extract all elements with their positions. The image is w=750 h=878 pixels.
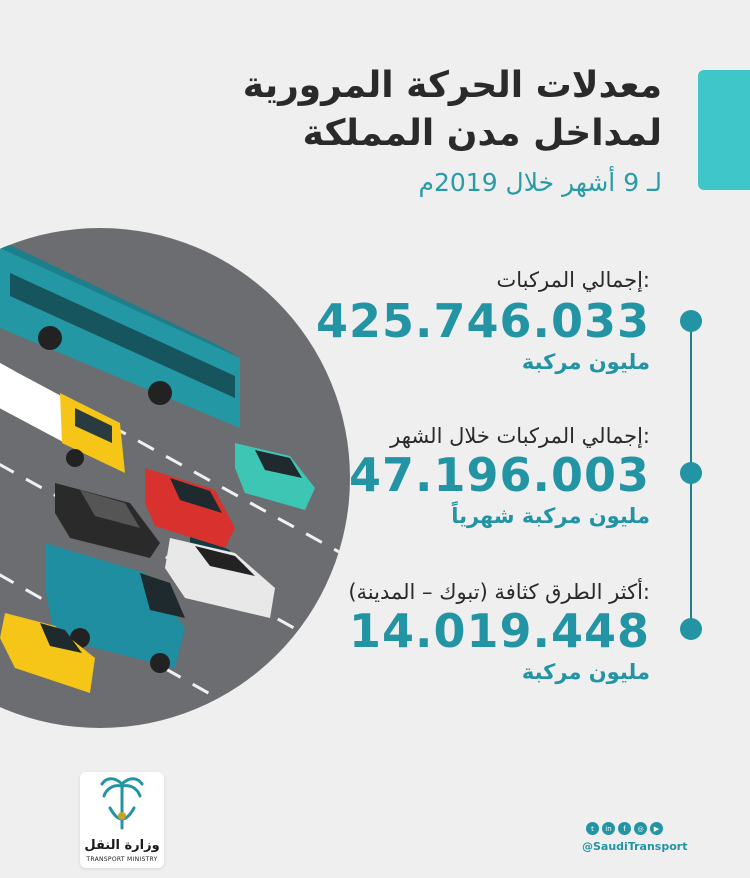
ministry-name-english: TRANSPORT MINISTRY	[86, 856, 158, 863]
stat-label: إجمالي المركبات:	[496, 268, 650, 292]
facebook-icon[interactable]: f	[618, 822, 631, 835]
stat-value: 14.019.448	[348, 604, 650, 658]
stat-label: إجمالي المركبات خلال الشهر:	[390, 424, 650, 448]
linkedin-icon[interactable]: in	[602, 822, 615, 835]
page-title-line2: لمداخل مدن المملكة	[302, 113, 662, 154]
palm-emblem-icon	[80, 772, 164, 836]
page-subtitle: لـ 9 أشهر خلال 2019م	[418, 168, 662, 197]
stat-value: 47.196.003	[348, 448, 650, 502]
road-illustration	[0, 228, 350, 728]
twitter-icon[interactable]: t	[586, 822, 599, 835]
ministry-name-arabic: وزارة النقل	[84, 838, 160, 853]
youtube-icon[interactable]: ▶	[650, 822, 663, 835]
stat-value: 425.746.033	[315, 294, 650, 348]
teal-car-icon	[235, 443, 315, 510]
timeline-dot-3	[680, 618, 702, 640]
ministry-logo	[80, 772, 164, 868]
timeline-dot-1	[680, 310, 702, 332]
social-handle[interactable]: @SaudiTransport	[582, 840, 688, 853]
red-car-icon	[145, 468, 235, 548]
black-car-icon	[55, 483, 160, 558]
timeline-dot-2	[680, 462, 702, 484]
instagram-icon[interactable]: ◎	[634, 822, 647, 835]
stat-unit: مليون مركبة شهرياً	[451, 504, 650, 528]
stat-unit: مليون مركبة	[521, 350, 650, 374]
stat-label: أكثر الطرق كثافة (تبوك – المدينة):	[348, 580, 650, 604]
stat-unit: مليون مركبة	[521, 660, 650, 684]
truck-icon	[0, 358, 125, 473]
accent-bar	[698, 70, 750, 190]
vehicles-illustration	[0, 228, 350, 728]
social-icons	[586, 822, 663, 835]
white-car-icon	[165, 538, 275, 618]
page-title-line1: معدلات الحركة المرورية	[242, 65, 662, 106]
